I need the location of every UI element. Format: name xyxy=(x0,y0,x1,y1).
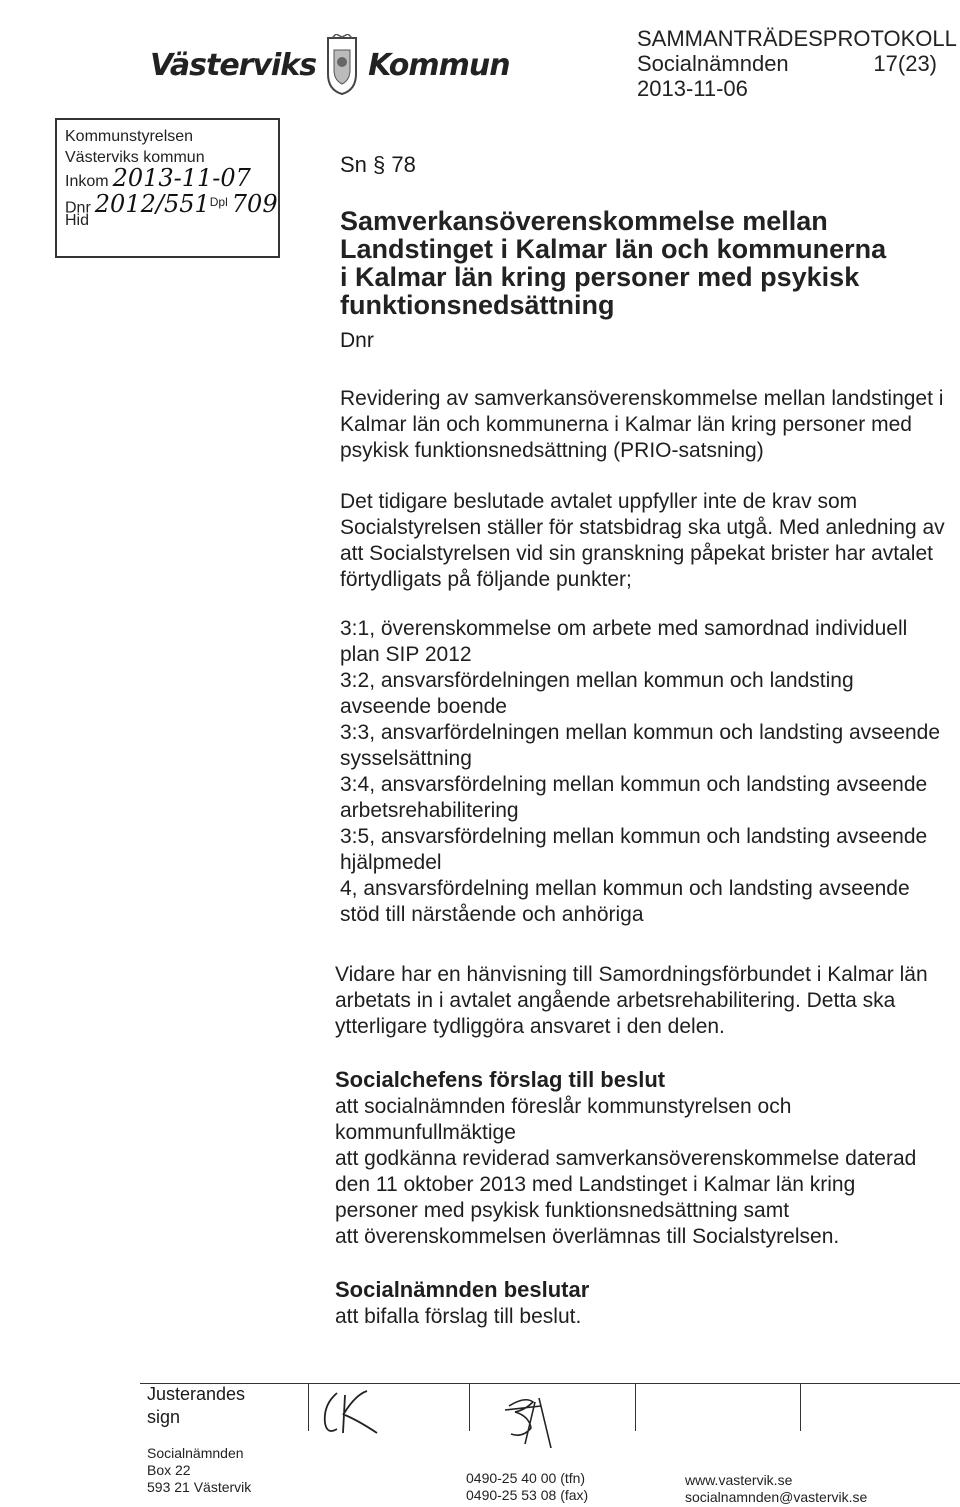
intro-paragraph: Revidering av samverkansöverenskommelse mellan landstinget i Kalmar län och kommunerna i Kalmar län kring personer med psykisk funktionsnedsättning (PRIO-satsning) xyxy=(340,387,944,462)
stamp-dpl-value: 709 xyxy=(231,190,278,219)
proposal-line: att godkänna reviderad samverkansöverenskommelse daterad den 11 oktober 2013 med Landstinget i Kalmar län kring personer med psykisk funktionsnedsättning samt xyxy=(335,1147,917,1222)
decision-section xyxy=(335,1276,935,1330)
signature-divider xyxy=(308,1383,309,1431)
points-list xyxy=(340,616,950,928)
footer-divider xyxy=(140,1383,960,1384)
justerandes-sign-label xyxy=(147,1383,245,1429)
signature-divider xyxy=(635,1383,636,1431)
list-item: 3:5, ansvarsfördelning mellan kommun och landsting avseende hjälpmedel xyxy=(340,825,928,874)
coat-of-arms-icon xyxy=(322,34,362,96)
list-item: 3:4, ansvarsfördelning mellan kommun och landsting avseende arbetsrehabilitering xyxy=(340,773,928,822)
stamp-org: Kommunstyrelsen xyxy=(65,128,194,145)
list-item: 3:3, ansvarfördelningen mellan kommun och landsting avseende sysselsättning xyxy=(340,721,941,770)
footer-city: 593 21 Västervik xyxy=(147,1479,252,1495)
decision-heading: Socialnämnden beslutar xyxy=(335,1277,590,1302)
meeting-date: 2013-11-06 xyxy=(637,76,748,101)
footer-phone: 0490-25 40 00 (tfn) xyxy=(466,1470,586,1486)
proposal-line: att överenskommelsen överlämnas till Socialstyrelsen. xyxy=(335,1225,840,1248)
footer-contact-phone xyxy=(466,1470,588,1504)
receipt-stamp xyxy=(55,118,280,258)
logo-text-right: Kommun xyxy=(368,47,510,83)
additional-paragraph: Vidare har en hänvisning till Samordningsförbundet i Kalmar län arbetats in i avtalet angående arbetsrehabilitering. Detta ska ytterligare tydliggöra ansvaret i den delen. xyxy=(335,963,928,1038)
footer-address xyxy=(147,1445,251,1496)
decision-text: att bifalla förslag till beslut. xyxy=(335,1305,582,1328)
just-label-line1: Justerandes xyxy=(147,1384,246,1404)
signature-divider xyxy=(469,1383,470,1431)
dnr-label: Dnr xyxy=(340,329,374,352)
protocol-title: SAMMANTRÄDESPROTOKOLL xyxy=(637,26,957,51)
stamp-dnr-label: Dnr xyxy=(65,199,91,217)
signature-divider xyxy=(800,1383,801,1431)
logo-text-left: Västerviks xyxy=(150,47,317,83)
footer-org: Socialnämnden xyxy=(147,1445,244,1461)
stamp-muni: Västerviks kommun xyxy=(65,149,205,166)
signature-1 xyxy=(315,1385,385,1440)
protocol-header xyxy=(637,26,957,101)
committee-name: Socialnämnden xyxy=(637,51,789,76)
footer-box: Box 22 xyxy=(147,1462,191,1478)
footer-email-link[interactable]: socialnamnden@vastervik.se xyxy=(685,1489,868,1505)
page-number: 17(23) xyxy=(873,51,937,76)
list-item: 3:2, ansvarsfördelningen mellan kommun och landsting avseende boende xyxy=(340,669,854,718)
proposal-section xyxy=(335,1066,935,1250)
footer-web-link[interactable]: www.vastervik.se xyxy=(685,1472,793,1488)
stamp-dnr-value: 2012/551 xyxy=(94,190,210,219)
stamp-hid-label: Hid xyxy=(65,212,90,230)
stamp-inkom-row xyxy=(65,164,270,192)
list-item: 3:1, överenskommelse om arbete med samordnad individuell plan SIP 2012 xyxy=(340,617,908,666)
signature-2 xyxy=(495,1388,565,1468)
background-paragraph: Det tidigare beslutade avtalet uppfyller inte de krav som Socialstyrelsen ställer för statsbidrag ska utgå. Med anledning av att Socialstyrelsen vid sin granskning påpekat brister har avtalet förtydligats på följande punkter; xyxy=(340,490,945,591)
stamp-dnr-row xyxy=(65,190,278,219)
proposal-heading: Socialchefens förslag till beslut xyxy=(335,1067,666,1092)
footer-fax: 0490-25 53 08 (fax) xyxy=(466,1487,589,1503)
list-item: 4, ansvarsfördelning mellan kommun och landsting avseende stöd till närstående och anhöriga xyxy=(340,877,910,926)
paragraph-number: Sn § 78 xyxy=(340,152,416,177)
stamp-inkom-label: Inkom xyxy=(65,173,109,190)
stamp-inkom-value: 2013-11-07 xyxy=(112,164,251,192)
footer-contact-web xyxy=(685,1472,867,1506)
stamp-dpl-label: Dpl xyxy=(209,195,228,209)
proposal-line: att socialnämnden föreslår kommunstyrelsen och kommunfullmäktige xyxy=(335,1095,792,1144)
municipality-logo xyxy=(150,30,510,100)
document-title: Samverkansöverenskommelse mellan Landstinget i Kalmar län och kommunerna i Kalmar län kring personer med psykisk funktionsnedsättning xyxy=(340,206,887,320)
just-label-line2: sign xyxy=(147,1407,181,1427)
